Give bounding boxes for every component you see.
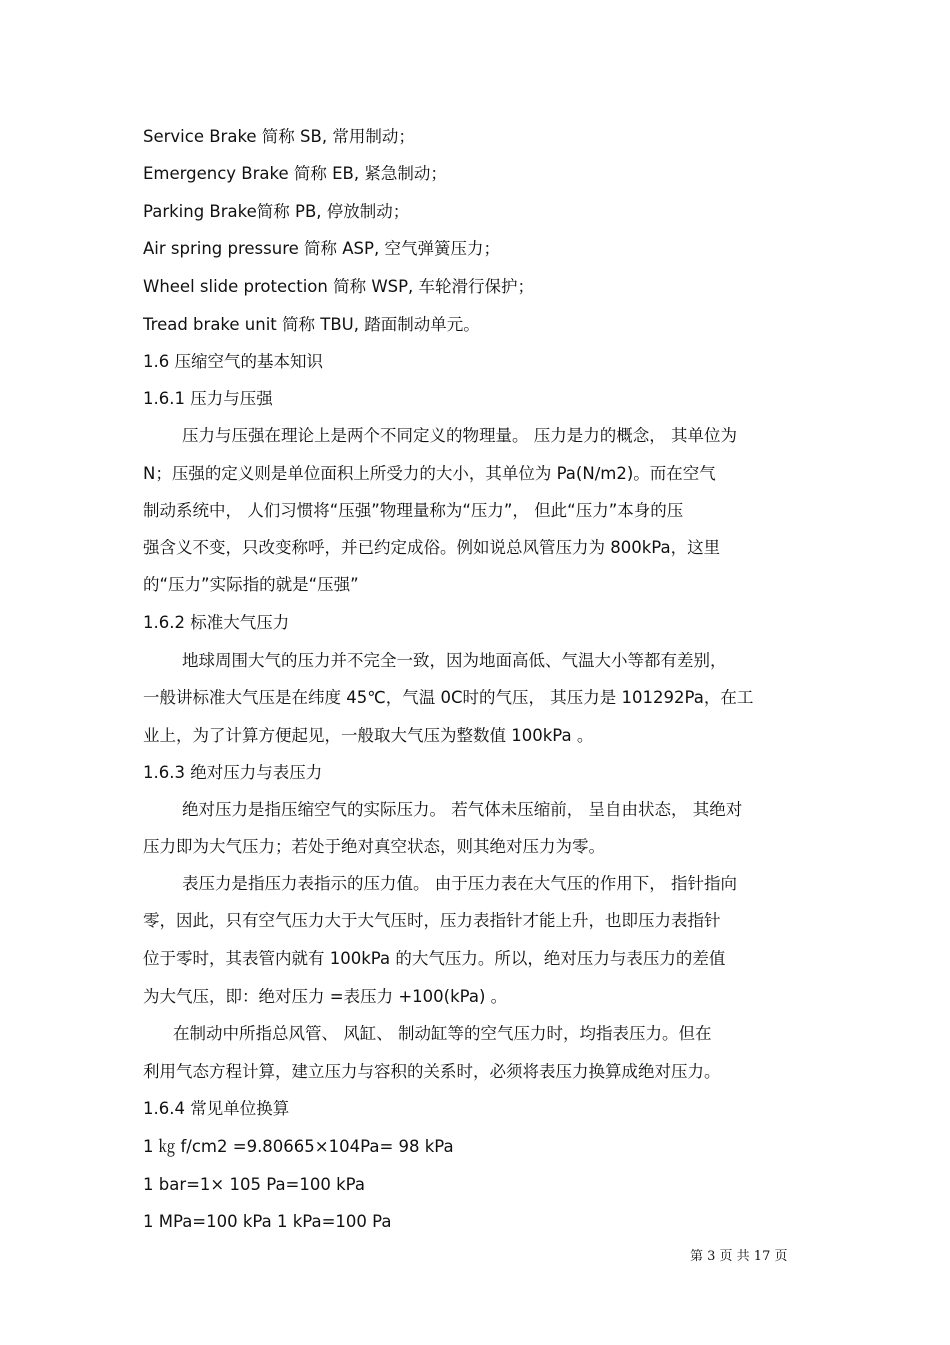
- paragraph-line: 业上，为了计算方便起见，一般取大气压为整数值 100kPa 。: [143, 726, 594, 745]
- paragraph-line: 压力与压强在理论上是两个不同定义的物理量。 压力是力的概念， 其单位为: [182, 426, 737, 445]
- page-number-footer: 第 3 页 共 17 页: [690, 1249, 788, 1264]
- paragraph-line: 在制动中所指总风管、 风缸、 制动缸等的空气压力时，均指表压力。但在: [173, 1024, 712, 1043]
- section-heading-1-6-1: 1.6.1 压力与压强: [143, 389, 273, 408]
- paragraph-line: 零，因此，只有空气压力大于大气压时，压力表指针才能上升，也即压力表指针: [143, 911, 721, 930]
- paragraph-line: 绝对压力是指压缩空气的实际压力。 若气体未压缩前， 呈自由状态， 其绝对: [182, 800, 743, 819]
- paragraph-line: 位于零时，其表管内就有 100kPa 的大气压力。所以，绝对压力与表压力的差值: [143, 949, 726, 968]
- unit-conversion-line: 1 bar=1× 105 Pa=100 kPa: [143, 1175, 366, 1194]
- section-heading-1-6-4: 1.6.4 常见单位换算: [143, 1099, 290, 1118]
- paragraph-line: 一般讲标准大气压是在纬度 45℃，气温 0C时的气压， 其压力是 101292Pa，在工: [143, 688, 754, 707]
- abbrev-tread-brake-unit: Tread brake unit 简称 TBU, 踏面制动单元。: [143, 315, 480, 334]
- abbrev-emergency-brake: Emergency Brake 简称 EB, 紧急制动；: [143, 164, 447, 183]
- section-heading-1-6-2: 1.6.2 标准大气压力: [143, 613, 290, 632]
- abbrev-service-brake: Service Brake 简称 SB, 常用制动；: [143, 127, 415, 146]
- abbrev-air-spring-pressure: Air spring pressure 简称 ASP, 空气弹簧压力；: [143, 239, 500, 258]
- paragraph-line: 压力即为大气压力；若处于绝对真空状态，则其绝对压力为零。: [143, 837, 605, 856]
- unit-conversion-line: 1 MPa=100 kPa 1 kPa=100 Pa: [143, 1212, 392, 1231]
- abbrev-parking-brake: Parking Brake简称 PB, 停放制动；: [143, 202, 410, 221]
- paragraph-line: 利用气态方程计算，建立压力与容积的关系时，必须将表压力换算成绝对压力。: [143, 1062, 721, 1081]
- paragraph-line: 的“压力”实际指的就是“压强”: [143, 575, 359, 594]
- unit-conversion-line: 1 ㎏ f/cm2 =9.80665×104Pa= 98 kPa: [143, 1137, 454, 1156]
- paragraph-line: 表压力是指压力表指示的压力值。 由于压力表在大气压的作用下， 指针指向: [182, 874, 737, 893]
- paragraph-line: 地球周围大气的压力并不完全一致，因为地面高低、气温大小等都有差别，: [182, 651, 727, 670]
- paragraph-line: 制动系统中， 人们习惯将“压强”物理量称为“压力”， 但此“压力”本身的压: [143, 501, 684, 520]
- paragraph-line: 为大气压，即：绝对压力 =表压力 +100(kPa) 。: [143, 987, 508, 1006]
- abbrev-wheel-slide-protection: Wheel slide protection 简称 WSP, 车轮滑行保护；: [143, 277, 535, 296]
- paragraph-line: 强含义不变，只改变称呼，并已约定成俗。例如说总风管压力为 800kPa，这里: [143, 538, 721, 557]
- section-heading-1-6: 1.6 压缩空气的基本知识: [143, 352, 323, 371]
- paragraph-line: N；压强的定义则是单位面积上所受力的大小，其单位为 Pa(N∕m2)。而在空气: [143, 464, 716, 483]
- section-heading-1-6-3: 1.6.3 绝对压力与表压力: [143, 763, 323, 782]
